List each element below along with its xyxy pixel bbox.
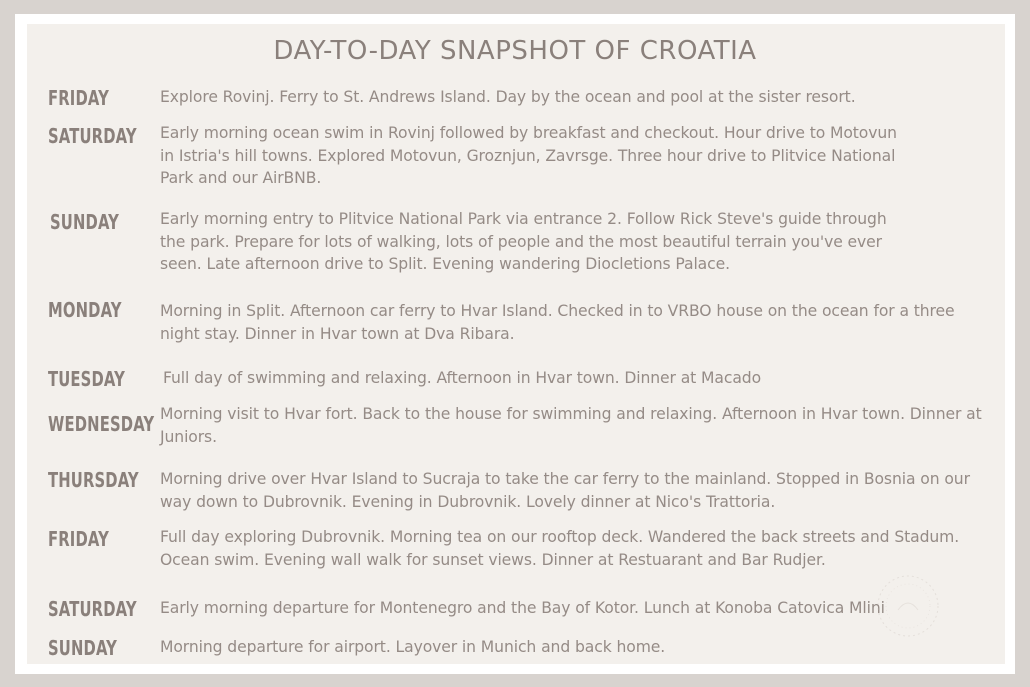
day-label: FRIDAY (48, 527, 109, 551)
day-label: THURSDAY (48, 468, 139, 492)
day-label: WEDNESDAY (48, 412, 155, 436)
day-description: Morning visit to Hvar fort. Back to the house for swimming and relaxing. Afternoon in Hvar town. Dinner at Juniors. (160, 405, 982, 446)
page-title: DAY-TO-DAY SNAPSHOT OF CROATIA (273, 36, 757, 66)
day-label: MONDAY (48, 298, 122, 322)
day-description: Early morning departure for Montenegro and the Bay of Kotor. Lunch at Konoba Catovica Mlini (160, 599, 885, 617)
day-description: Morning in Split. Afternoon car ferry to Hvar Island. Checked in to VRBO house on the ocean for a three night stay. Dinner in Hvar town at Dva Ribara. (160, 302, 955, 343)
day-description: Early morning ocean swim in Rovinj followed by breakfast and checkout. Hour drive to Motovun in Istria's hill towns. Explored Motovun, Groznjun, Zavrsge. Three hour drive to Plitvice National Park and our AirBNB. (160, 124, 897, 187)
day-label: SATURDAY (48, 124, 137, 148)
day-description: Morning departure for airport. Layover in Munich and back home. (160, 638, 666, 656)
day-description: Full day exploring Dubrovnik. Morning tea on our rooftop deck. Wandered the back streets and Stadum. Ocean swim. Evening wall walk for sunset views. Dinner at Restuarant and Bar Rudjer. (160, 528, 960, 569)
day-description: Explore Rovinj. Ferry to St. Andrews Island. Day by the ocean and pool at the sister resort. (160, 88, 856, 106)
day-label: SATURDAY (48, 597, 137, 621)
day-label: FRIDAY (48, 86, 109, 110)
day-description: Early morning entry to Plitvice National Park via entrance 2. Follow Rick Steve's guide through the park. Prepare for lots of walking, lots of people and the most beautiful terrain you've ever seen. Late afternoon drive to Split. Evening wandering Diocletions Palace. (160, 210, 887, 273)
faint-logo-watermark-icon (868, 566, 948, 646)
day-label: TUESDAY (48, 367, 125, 391)
day-description: Full day of swimming and relaxing. Afternoon in Hvar town. Dinner at Macado (163, 369, 762, 387)
day-description: Morning drive over Hvar Island to Sucraja to take the car ferry to the mainland. Stopped in Bosnia on our way down to Dubrovnik. Evening in Dubrovnik. Lovely dinner at Nico's Trattoria. (160, 470, 970, 511)
day-label: SUNDAY (50, 210, 119, 234)
day-label: SUNDAY (48, 636, 117, 660)
